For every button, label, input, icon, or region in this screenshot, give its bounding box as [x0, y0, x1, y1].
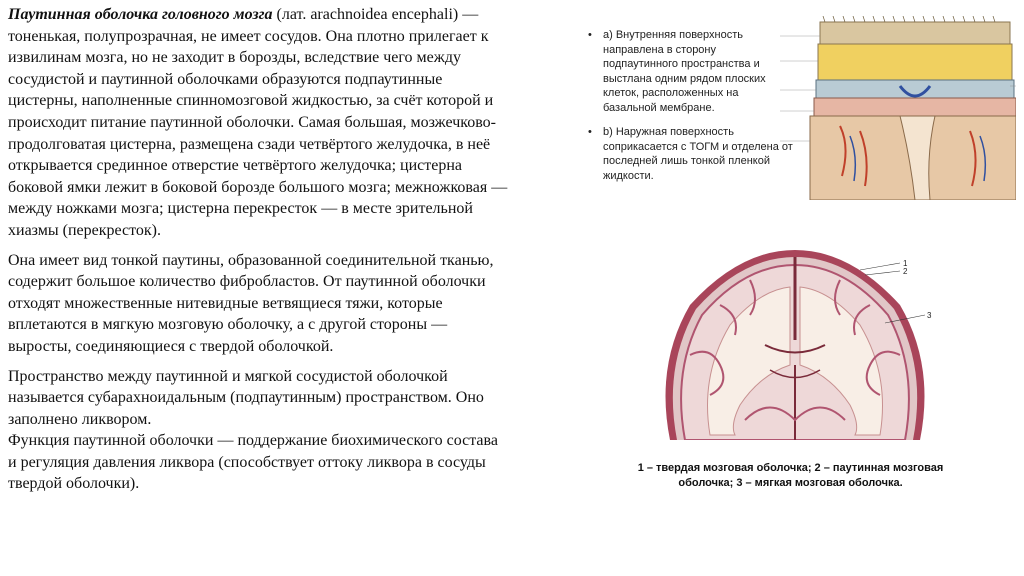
bullet-inner-surface [588, 28, 793, 115]
term-heading: Паутинная оболочка головного мозга [8, 6, 273, 23]
paragraph-1 [8, 4, 508, 242]
bullet-outer-surface [588, 125, 793, 183]
bullet-body: соприкасается с ТОГМ и отделена от последней лишь тонкой пленкой жидкости. [603, 140, 793, 182]
paragraph-4: Функция паутинной оболочки — поддержание биохимического состава и регуляция давления ликвора (способствует оттоку ликвора в сосуды твердой оболочки). [8, 432, 498, 493]
bullet-marker: • [588, 29, 592, 41]
main-text [8, 4, 508, 503]
brain-coronal-section-illustration [650, 245, 940, 440]
paragraph-1-text: (лат. arachnoidea encephali) — тоненькая, полупрозрачная, не имеет сосудов. Она плотно прилегает к извилинам мозга, но не заходит в борозды, вследствие чего между сосудистой и паутинной оболочками образуются подпаутинные цистерны, наполненные спинномозговой жидкостью, за счёт которой и происходит питание паутинной оболочки. Самая большая, мозжечково-продолговатая цистерна, размещена сзади четвёртого желудочка, в неё открывается срединное отверстие четвёртого желудочка; цистерна боковой ямки лежит в боковой борозде большого мозга; межножковая — между ножками мозга; цистерна перекресток — в месте зрительной хиазмы (перекресток). [8, 6, 508, 239]
paragraph-3: Пространство между паутинной и мягкой сосудистой оболочкой называется субарахноидальным (подпаутинным) пространством. Оно заполнено ликвором. [8, 367, 484, 428]
figure-caption: 1 – твердая мозговая оболочка; 2 – паутинная мозговая оболочка; 3 – мягкая мозговая оболочка. [637, 462, 944, 489]
paragraph-2: Она имеет вид тонкой паутины, образованной соединительной тканью, содержит большое количество фибробластов. От паутинной оболочки отходят множественные нитевидные ветвящиеся тяжи, которые вплетаются в мягкую мозговую оболочку, а с другой стороны — выросты, соединяющиеся с твердой оболочкой. [8, 251, 494, 355]
bullet-head: a) Внутренняя поверхность [603, 29, 744, 41]
meninges-block-illustration [780, 16, 1016, 200]
bullet-body: направлена в сторону подпаутинного пространства и выстлана одним рядом плоских клеток, расположенных на базальной мембране. [603, 43, 766, 114]
bullet-head: b) Наружная поверхность [603, 126, 734, 138]
figure-label-2: 2 [903, 267, 908, 276]
figure-label-1: 1 [903, 259, 908, 268]
figure-label-3: 3 [927, 311, 932, 320]
surface-bullets [588, 28, 793, 193]
bullet-marker: • [588, 126, 592, 138]
